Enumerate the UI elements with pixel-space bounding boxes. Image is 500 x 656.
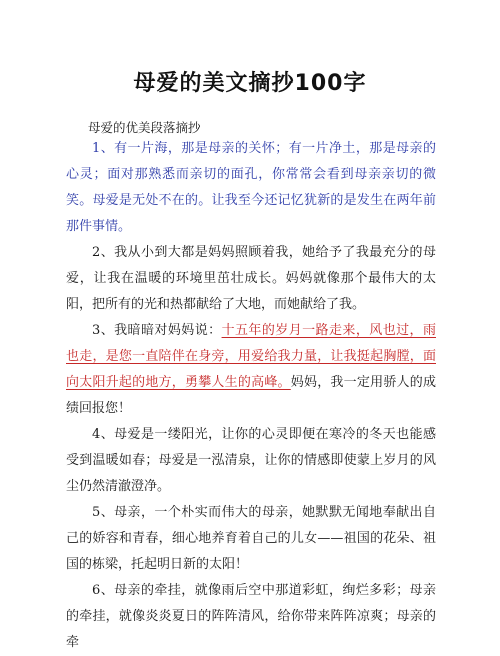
article-body [66,136,436,656]
paragraph-3 [66,318,436,422]
paragraph-3-prefix: 3、我暗暗对妈妈说： [92,323,222,338]
paragraph-1: 1、有一片海，那是母亲的关怀；有一片净土，那是母亲的心灵；面对那熟悉而亲切的面孔，你常常会看到母亲亲切的微笑。母爱是无处不在的。让我至今还记忆犹新的是发生在两年前那件事情。 [66,141,436,234]
paragraph-2: 2、我从小到大都是妈妈照顾着我，她给予了我最充分的母爱，让我在温暖的环境里茁壮成长。妈妈就像那个最伟大的太阳，把所有的光和热都献给了大地，而她献给了我。 [66,245,436,312]
article-title: 母爱的美文摘抄100字 [133,71,367,96]
paragraph-3-suffix: 妈妈，我一定用骄人的成绩回报您！ [66,375,436,416]
article-subtitle: 母爱的优美段落摘抄 [88,120,201,135]
paragraph-3-highlight: 十五年的岁月一路走来，风也过，雨也走，是您一直陪伴在身旁，用爱给我力量，让我挺起胸膛，面向太阳升起的地方，勇攀人生的高峰。 [66,323,436,390]
paragraph-4: 4、母爱是一缕阳光，让你的心灵即便在寒冷的冬天也能感受到温暖如春；母爱是一泓清泉，让你的情感即使蒙上岁月的风尘仍然清澈澄净。 [66,427,436,494]
paragraph-6: 6、母亲的牵挂，就像雨后空中那道彩虹，绚烂多彩；母亲的牵挂，就像炎炎夏日的阵阵清风，给你带来阵阵凉爽；母亲的牵 [66,583,436,650]
paragraph-5: 5、母亲，一个朴实而伟大的母亲，她默默无闻地奉献出自己的娇容和青春，细心地养育着自己的儿女——祖国的花朵、祖国的栋梁，托起明日新的太阳！ [66,505,436,572]
